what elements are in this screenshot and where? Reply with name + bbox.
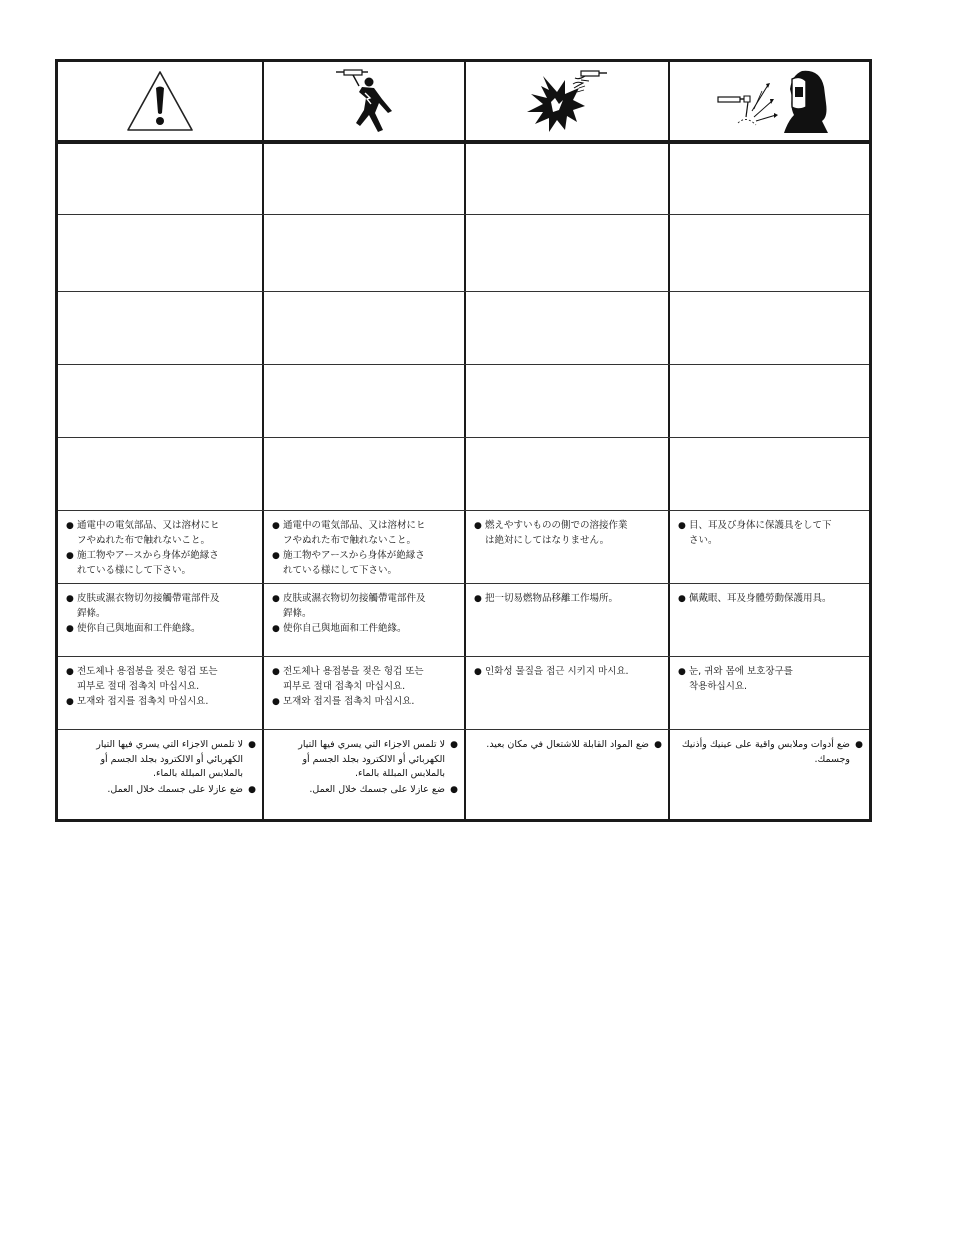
warning-text: 皮肤或濕衣物切勿接觸帶電部件及 銲條。 bbox=[77, 593, 220, 619]
chinese-row bbox=[58, 583, 869, 656]
warning-text: 전도체나 용접봉을 젖은 헝겁 또는 피부로 절대 접촉치 마십시요. bbox=[77, 666, 218, 692]
warning-text: 佩戴眼、耳及身體勞動保護用具。 bbox=[689, 593, 832, 604]
warning-text: 인화성 물질을 접근 시키지 마시요. bbox=[485, 666, 629, 677]
warning-triangle-icon bbox=[125, 69, 195, 133]
arabic-cell bbox=[466, 730, 670, 820]
bullet-icon: ● bbox=[272, 667, 280, 677]
bullet-icon: ● bbox=[654, 740, 662, 750]
blank-cell bbox=[466, 365, 670, 437]
warning-text: 施工物やアースから身体が絶縁さ れている様にして下さい。 bbox=[283, 550, 425, 576]
blank-cell bbox=[58, 144, 264, 214]
bullet-icon: ● bbox=[66, 594, 74, 604]
safety-warning-table bbox=[55, 59, 872, 822]
blank-cell bbox=[466, 292, 670, 364]
bullet-icon: ● bbox=[272, 521, 280, 531]
blank-cell bbox=[58, 292, 264, 364]
korean-cell bbox=[58, 657, 264, 729]
blank-row bbox=[58, 437, 869, 510]
warning-text: 눈, 귀와 몸에 보호장구를 착용하십시요. bbox=[689, 666, 793, 692]
blank-cell bbox=[466, 215, 670, 291]
warning-text: 把一切易燃物品移離工作場所。 bbox=[485, 593, 619, 604]
blank-cell bbox=[58, 215, 264, 291]
chinese-cell bbox=[58, 584, 264, 656]
warning-text: 使你自己與地面和工件絶緣。 bbox=[283, 623, 407, 634]
korean-cell bbox=[264, 657, 466, 729]
blank-cell bbox=[58, 365, 264, 437]
japanese-cell bbox=[466, 511, 670, 583]
bullet-icon: ● bbox=[450, 784, 458, 795]
chinese-cell bbox=[264, 584, 466, 656]
bullet-icon: ● bbox=[248, 784, 256, 795]
blank-cell bbox=[670, 144, 869, 214]
fire-explosion-cell bbox=[466, 62, 670, 140]
bullet-icon: ● bbox=[272, 697, 280, 707]
bullet-icon: ● bbox=[272, 594, 280, 604]
japanese-cell bbox=[58, 511, 264, 583]
warning-text: 施工物やアースから身体が絶縁さ れている様にして下さい。 bbox=[77, 550, 219, 576]
fire-explosion-icon bbox=[519, 68, 615, 134]
blank-cell bbox=[264, 438, 466, 510]
bullet-icon: ● bbox=[474, 667, 482, 677]
bullet-icon: ● bbox=[272, 551, 280, 561]
bullet-icon: ● bbox=[66, 521, 74, 531]
blank-cell bbox=[670, 438, 869, 510]
blank-cell bbox=[58, 438, 264, 510]
blank-cell bbox=[264, 292, 466, 364]
electric-shock-icon bbox=[326, 68, 402, 134]
bullet-icon: ● bbox=[272, 624, 280, 634]
blank-row bbox=[58, 214, 869, 291]
bullet-icon: ● bbox=[66, 624, 74, 634]
bullet-icon: ● bbox=[66, 551, 74, 561]
icon-header-row bbox=[58, 62, 869, 140]
korean-row bbox=[58, 656, 869, 729]
warning-text: ضع أدوات وملابس واقية على عينيك وأذنيك وجسمك. bbox=[681, 739, 850, 765]
blank-cell bbox=[264, 365, 466, 437]
arabic-cell bbox=[264, 730, 466, 820]
eye-protection-cell bbox=[670, 62, 869, 140]
chinese-cell bbox=[466, 584, 670, 656]
korean-cell bbox=[466, 657, 670, 729]
bullet-icon: ● bbox=[66, 667, 74, 677]
warning-text: 目、耳及び身体に保護具をして下 さい。 bbox=[689, 520, 832, 546]
electric-shock-cell bbox=[264, 62, 466, 140]
warning-text: 모재와 접지를 접촉치 마십시요. bbox=[77, 696, 209, 707]
warning-text: ضع عازلا على جسمك خلال العمل. bbox=[309, 783, 445, 795]
bullet-icon: ● bbox=[450, 740, 458, 750]
bullet-icon: ● bbox=[678, 667, 686, 677]
blank-row bbox=[58, 140, 869, 214]
blank-row bbox=[58, 291, 869, 364]
japanese-cell bbox=[670, 511, 869, 583]
blank-cell bbox=[264, 144, 466, 214]
warning-text: لا تلمس الاجزاء التي يسري فيها التيار الكهربائي أو الالكترود بجلد الجسم أو بالملابس المبللة بالماء. bbox=[96, 739, 243, 779]
blank-cell bbox=[670, 215, 869, 291]
korean-cell bbox=[670, 657, 869, 729]
warning-text: لا تلمس الاجزاء التي يسري فيها التيار الكهربائي أو الالكترود بجلد الجسم أو بالملابس المبللة بالماء. bbox=[298, 739, 445, 779]
bullet-icon: ● bbox=[678, 521, 686, 531]
arabic-row bbox=[58, 729, 869, 820]
blank-row bbox=[58, 364, 869, 437]
japanese-row bbox=[58, 510, 869, 583]
warning-text: 전도체나 용접봉을 젖은 헝겁 또는 피부로 절대 접촉치 마십시요. bbox=[283, 666, 424, 692]
warning-text: 通電中の電気部品、又は溶材にヒ フやぬれた布で触れないこと。 bbox=[77, 520, 220, 546]
blank-cell bbox=[466, 438, 670, 510]
japanese-cell bbox=[264, 511, 466, 583]
warning-text: 通電中の電気部品、又は溶材にヒ フやぬれた布で触れないこと。 bbox=[283, 520, 426, 546]
bullet-icon: ● bbox=[474, 594, 482, 604]
warning-text: ضع المواد القابلة للاشتعال في مكان بعيد. bbox=[486, 739, 649, 750]
bullet-icon: ● bbox=[678, 594, 686, 604]
arabic-cell bbox=[58, 730, 264, 820]
blank-cell bbox=[466, 144, 670, 214]
warning-text: 皮肤或濕衣物切勿接觸帶電部件及 銲條。 bbox=[283, 593, 426, 619]
warning-text: 燃えやすいものの側での溶接作業 は絶対にしてはなりません。 bbox=[485, 520, 628, 546]
arabic-cell bbox=[670, 730, 869, 820]
bullet-icon: ● bbox=[66, 697, 74, 707]
warning-text: ضع عازلا على جسمك خلال العمل. bbox=[107, 783, 243, 795]
bullet-icon: ● bbox=[248, 740, 256, 750]
blank-cell bbox=[670, 365, 869, 437]
warning-cell bbox=[58, 62, 264, 140]
warning-text: 모재와 접지를 접촉치 마십시요. bbox=[283, 696, 415, 707]
face-shield-protection-icon bbox=[710, 67, 830, 135]
chinese-cell bbox=[670, 584, 869, 656]
blank-cell bbox=[264, 215, 466, 291]
bullet-icon: ● bbox=[855, 740, 863, 750]
blank-cell bbox=[670, 292, 869, 364]
warning-text: 使你自己與地面和工件絶緣。 bbox=[77, 623, 201, 634]
bullet-icon: ● bbox=[474, 521, 482, 531]
